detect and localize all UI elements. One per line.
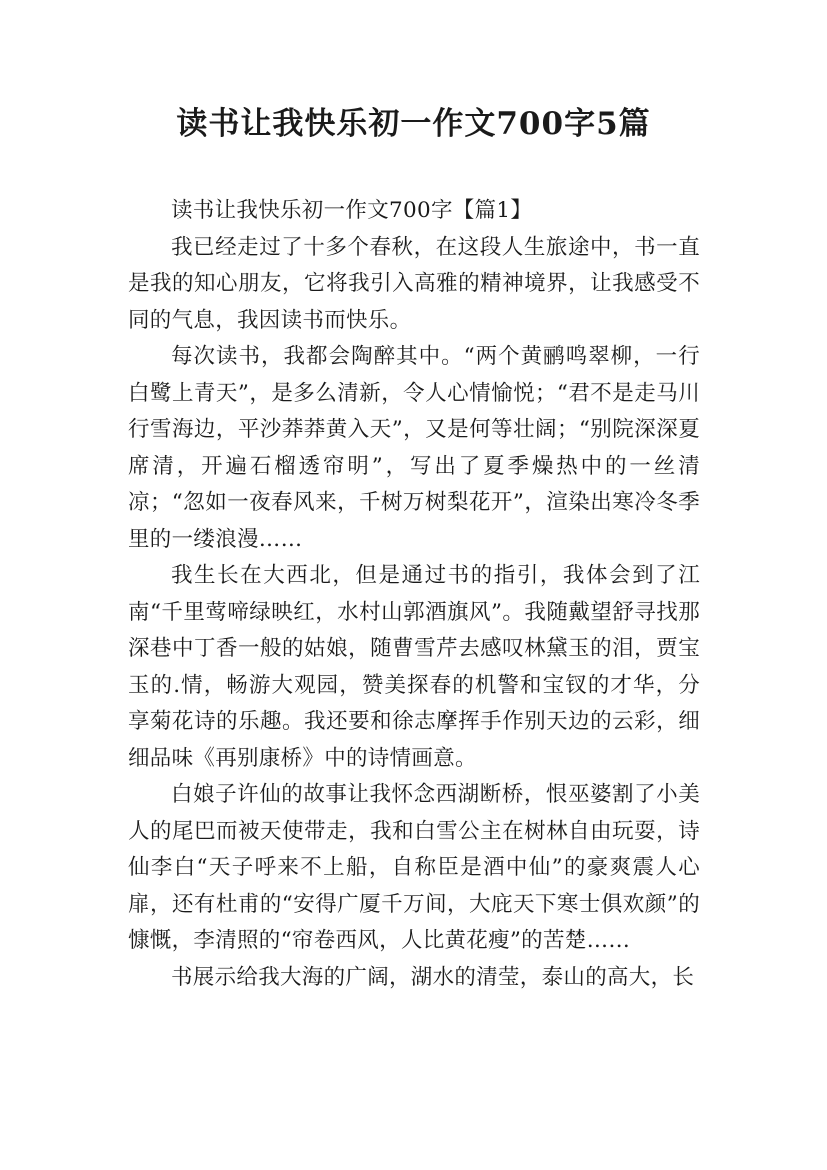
document-body — [128, 193, 700, 996]
paragraph-1: 我已经走过了十多个春秋，在这段人生旅途中，书一直是我的知心朋友，它将我引入高雅的精神境界，让我感受不同的气息，我因读书而快乐。 — [128, 234, 700, 333]
paragraph-5: 书展示给我大海的广阔，湖水的清莹，泰山的高大，长 — [171, 964, 695, 990]
paragraph-4: 白娘子许仙的故事让我怀念西湖断桥，恨巫婆割了小美人的尾巴而被天使带走，我和白雪公主在树林自由玩耍，诗仙李白“天子呼来不上船，自称臣是酒中仙”的豪爽震人心扉，还有杜甫的“安得广厦千万间，大庇天下寒士俱欢颜”的慷慨，李清照的“帘卷西风，人比黄花瘦”的苦楚…… — [128, 782, 700, 953]
paragraph-2: 每次读书，我都会陶醉其中。“两个黄鹂鸣翠柳，一行白鹭上青天”，是多么清新，令人心情愉悦；“君不是走马川行雪海边，平沙莽莽黄入天”，又是何等壮阔；“别院深深夏席清，开遍石榴透帘明”，写出了夏季燥热中的一丝清凉；“忽如一夜春风来，千树万树梨花开”，渲染出寒冷冬季里的一缕浪漫…… — [128, 344, 700, 552]
paragraph-3: 我生长在大西北，但是通过书的指引，我体会到了江南“千里莺啼绿映红，水村山郭酒旗风”。我随戴望舒寻找那深巷中丁香一般的姑娘，随曹雪芹去感叹林黛玉的泪，贾宝玉的.情，畅游大观园，赞美探春的机警和宝钗的才华，分享菊花诗的乐趣。我还要和徐志摩挥手作别天边的云彩，细细品味《再别康桥》中的诗情画意。 — [128, 563, 700, 771]
section-heading: 读书让我快乐初一作文700字【篇1】 — [171, 198, 533, 223]
document-title: 读书让我快乐初一作文700字5篇 — [176, 106, 651, 142]
